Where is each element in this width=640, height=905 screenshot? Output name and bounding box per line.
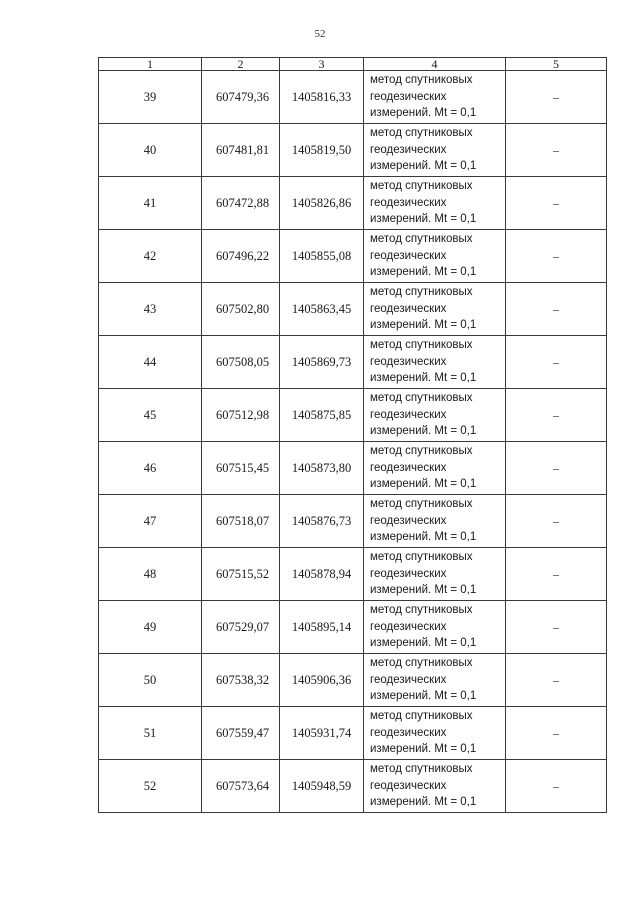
table-row	[99, 336, 607, 389]
table-row	[99, 124, 607, 177]
header-row	[99, 58, 607, 71]
page-number: 52	[314, 28, 326, 40]
note-cell: –	[506, 177, 607, 230]
x-coordinate-cell: 607515,45	[202, 442, 280, 495]
note-cell: –	[506, 442, 607, 495]
point-number-cell: 52	[99, 760, 202, 813]
table-body	[99, 71, 607, 813]
y-coordinate-cell: 1405873,80	[280, 442, 364, 495]
x-coordinate-cell: 607538,32	[202, 654, 280, 707]
note-cell: –	[506, 336, 607, 389]
x-coordinate-cell: 607559,47	[202, 707, 280, 760]
x-coordinate-cell: 607479,36	[202, 71, 280, 124]
x-coordinate-cell: 607481,81	[202, 124, 280, 177]
method-cell: метод спутниковых геодезических измерений. Mt = 0,1	[364, 654, 506, 707]
note-cell: –	[506, 707, 607, 760]
table-row	[99, 177, 607, 230]
note-cell: –	[506, 654, 607, 707]
table-row	[99, 707, 607, 760]
note-cell: –	[506, 760, 607, 813]
y-coordinate-cell: 1405876,73	[280, 495, 364, 548]
header-col-3: 3	[280, 58, 364, 71]
point-number-cell: 50	[99, 654, 202, 707]
table-row	[99, 654, 607, 707]
y-coordinate-cell: 1405855,08	[280, 230, 364, 283]
point-number-cell: 44	[99, 336, 202, 389]
header-col-5: 5	[506, 58, 607, 71]
header-col-1: 1	[99, 58, 202, 71]
x-coordinate-cell: 607502,80	[202, 283, 280, 336]
method-cell: метод спутниковых геодезических измерений. Mt = 0,1	[364, 495, 506, 548]
note-cell: –	[506, 283, 607, 336]
y-coordinate-cell: 1405875,85	[280, 389, 364, 442]
table-row	[99, 283, 607, 336]
table-row	[99, 495, 607, 548]
x-coordinate-cell: 607472,88	[202, 177, 280, 230]
method-cell: метод спутниковых геодезических измерений. Mt = 0,1	[364, 177, 506, 230]
x-coordinate-cell: 607508,05	[202, 336, 280, 389]
note-cell: –	[506, 389, 607, 442]
note-cell: –	[506, 124, 607, 177]
table-row	[99, 442, 607, 495]
method-cell: метод спутниковых геодезических измерений. Mt = 0,1	[364, 230, 506, 283]
method-cell: метод спутниковых геодезических измерений. Mt = 0,1	[364, 389, 506, 442]
y-coordinate-cell: 1405906,36	[280, 654, 364, 707]
method-cell: метод спутниковых геодезических измерений. Mt = 0,1	[364, 548, 506, 601]
method-cell: метод спутниковых геодезических измерений. Mt = 0,1	[364, 760, 506, 813]
header-col-2: 2	[202, 58, 280, 71]
x-coordinate-cell: 607529,07	[202, 601, 280, 654]
point-number-cell: 46	[99, 442, 202, 495]
x-coordinate-cell: 607512,98	[202, 389, 280, 442]
table-row	[99, 71, 607, 124]
note-cell: –	[506, 230, 607, 283]
y-coordinate-cell: 1405819,50	[280, 124, 364, 177]
method-cell: метод спутниковых геодезических измерений. Mt = 0,1	[364, 124, 506, 177]
y-coordinate-cell: 1405826,86	[280, 177, 364, 230]
y-coordinate-cell: 1405878,94	[280, 548, 364, 601]
method-cell: метод спутниковых геодезических измерений. Mt = 0,1	[364, 442, 506, 495]
point-number-cell: 48	[99, 548, 202, 601]
note-cell: –	[506, 495, 607, 548]
note-cell: –	[506, 601, 607, 654]
x-coordinate-cell: 607518,07	[202, 495, 280, 548]
y-coordinate-cell: 1405863,45	[280, 283, 364, 336]
point-number-cell: 51	[99, 707, 202, 760]
method-cell: метод спутниковых геодезических измерений. Mt = 0,1	[364, 707, 506, 760]
point-number-cell: 39	[99, 71, 202, 124]
x-coordinate-cell: 607573,64	[202, 760, 280, 813]
method-cell: метод спутниковых геодезических измерений. Mt = 0,1	[364, 283, 506, 336]
method-cell: метод спутниковых геодезических измерений. Mt = 0,1	[364, 71, 506, 124]
method-cell: метод спутниковых геодезических измерений. Mt = 0,1	[364, 336, 506, 389]
table-header	[99, 58, 607, 71]
table-row	[99, 548, 607, 601]
y-coordinate-cell: 1405931,74	[280, 707, 364, 760]
x-coordinate-cell: 607515,52	[202, 548, 280, 601]
table-row	[99, 760, 607, 813]
table-row	[99, 230, 607, 283]
point-number-cell: 40	[99, 124, 202, 177]
y-coordinate-cell: 1405869,73	[280, 336, 364, 389]
point-number-cell: 41	[99, 177, 202, 230]
point-number-cell: 49	[99, 601, 202, 654]
point-number-cell: 43	[99, 283, 202, 336]
point-number-cell: 42	[99, 230, 202, 283]
table-row	[99, 601, 607, 654]
point-number-cell: 47	[99, 495, 202, 548]
point-number-cell: 45	[99, 389, 202, 442]
coordinates-table	[98, 57, 607, 813]
note-cell: –	[506, 71, 607, 124]
header-col-4: 4	[364, 58, 506, 71]
note-cell: –	[506, 548, 607, 601]
x-coordinate-cell: 607496,22	[202, 230, 280, 283]
y-coordinate-cell: 1405895,14	[280, 601, 364, 654]
method-cell: метод спутниковых геодезических измерений. Mt = 0,1	[364, 601, 506, 654]
y-coordinate-cell: 1405948,59	[280, 760, 364, 813]
table-row	[99, 389, 607, 442]
y-coordinate-cell: 1405816,33	[280, 71, 364, 124]
